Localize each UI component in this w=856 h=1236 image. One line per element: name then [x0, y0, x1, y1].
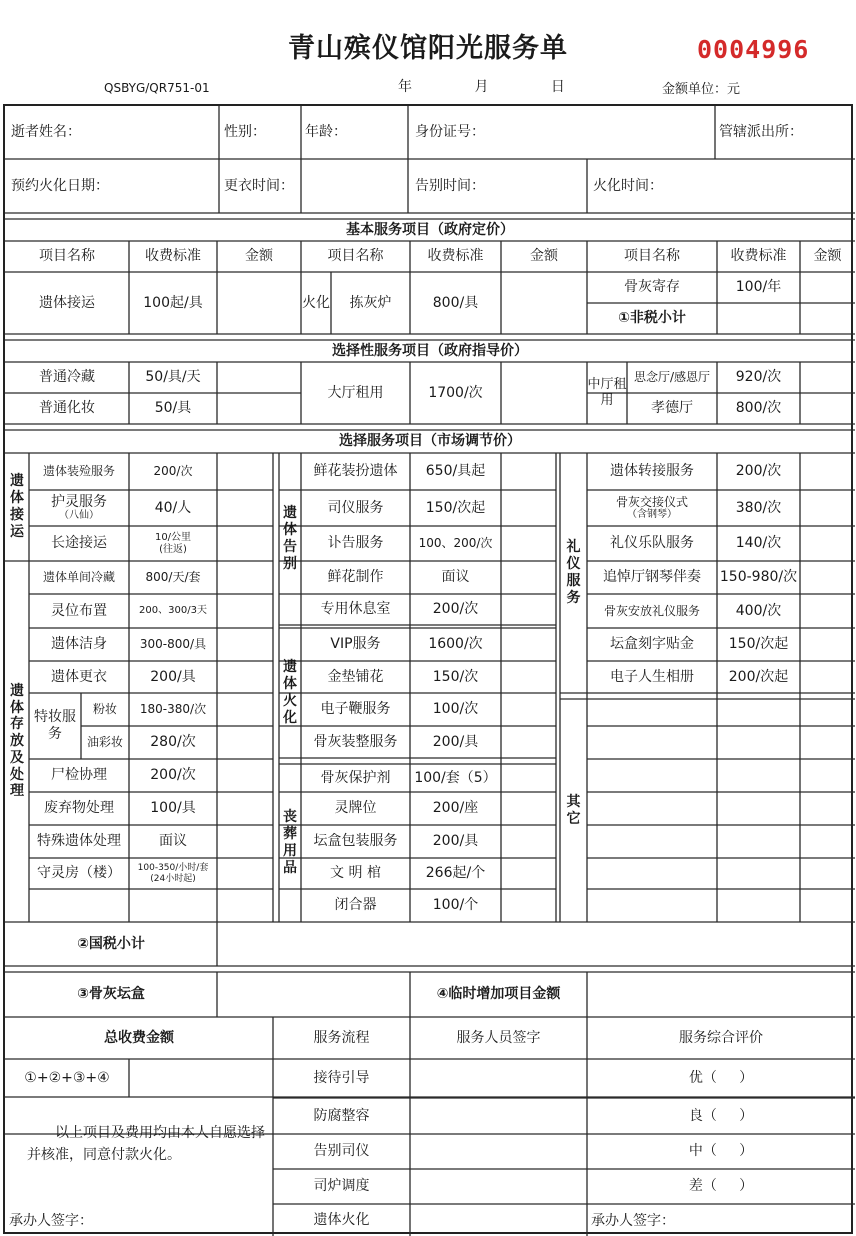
market-item-fee: 400/次: [735, 602, 782, 619]
service-form: [3, 104, 853, 1234]
market-item-name: VIP服务: [330, 636, 381, 653]
market-item-name: 闭合器: [334, 897, 377, 914]
market-item-name: 骨灰保护剂: [320, 769, 391, 786]
market-item-name: 鲜花制作: [327, 569, 384, 586]
col-fee-1: 收费标准: [145, 248, 201, 265]
market-item-fee: 150/次起: [728, 636, 789, 653]
col-item-2: 项目名称: [327, 248, 384, 265]
makeup-name: 粉妆: [92, 702, 117, 717]
col-item-3: 项目名称: [624, 248, 680, 265]
market-item-fee: 650/具起: [425, 463, 486, 480]
market-item-name: 遗体洁身: [51, 636, 107, 653]
market-item-name: 尸检协理: [51, 767, 107, 784]
market-item-fee: 300-800/具: [139, 637, 207, 652]
market-item-fee: 面议: [441, 569, 470, 586]
cremation-label: 火化: [302, 294, 330, 311]
market-item-name: 文 明 棺: [330, 865, 381, 882]
process-step: 接待引导: [313, 1070, 370, 1087]
market-item-fee: 200/次: [153, 464, 193, 479]
rating-fair[interactable]: 中（ ）: [688, 1143, 754, 1160]
market-item-name: [587, 490, 717, 526]
rating-good[interactable]: 良（ ）: [688, 1107, 754, 1124]
transport-fee: 100起/具: [143, 294, 203, 311]
market-item-fee: 150/次起: [425, 499, 486, 516]
total-formula: ①+②+③+④: [24, 1069, 110, 1086]
makeup-fee: 280/次: [150, 734, 196, 751]
market-item-fee: 200/具: [432, 733, 479, 750]
market-item-fee: 200/次起: [728, 668, 789, 685]
market-item-fee: 200/具: [432, 833, 479, 850]
market-item-fee: 40/人: [154, 499, 192, 516]
item-name-main: 骨灰交接仪式: [615, 494, 688, 509]
market-item-fee: 100/具: [150, 800, 196, 817]
group-transport: 遗体接运: [10, 473, 24, 540]
item-fee-main: 100-350/小时/套: [137, 862, 209, 873]
rating-poor[interactable]: 差（ ）: [688, 1178, 754, 1195]
market-item-fee: 100/次: [432, 701, 479, 718]
market-item-name: 特殊遗体处理: [37, 833, 121, 850]
item-fee-sub: (24小时起): [150, 873, 196, 884]
market-item-name: 司仪服务: [327, 499, 384, 516]
market-item-fee: 200/次: [735, 463, 782, 480]
form-code: QSBYG/QR751-01: [104, 81, 210, 95]
market-item-name: 灵位布置: [51, 602, 107, 619]
group-cremation: 遗体火化: [283, 659, 297, 726]
police-station-label: 管辖派出所：: [719, 124, 803, 141]
market-item-fee: 200/次: [432, 601, 479, 618]
gender-label: 性别：: [224, 124, 266, 141]
col-amount-1: 金额: [245, 248, 273, 265]
basic-section-title: 基本服务项目（政府定价）: [346, 221, 514, 238]
id-number-label: 身份证号：: [415, 124, 485, 141]
market-item-fee: 100/个: [432, 897, 479, 914]
market-item-fee: 100、200/次: [418, 536, 493, 551]
market-item-name: 鲜花装扮遗体: [313, 463, 398, 480]
group-supplies: 丧葬用品: [283, 809, 297, 876]
year-label: 年: [398, 79, 412, 95]
item-fee-main: 10/公里: [154, 531, 192, 543]
market-item-name: 坛盒刻字贴金: [610, 636, 694, 653]
process-step: 防腐整容: [313, 1107, 370, 1124]
hall-a-name: 思念厅/感恩厅: [633, 370, 711, 385]
market-section-title: 选择服务项目（市场调节价）: [339, 433, 521, 450]
handler-sign-label: 承办人签字：: [591, 1212, 675, 1229]
market-item-name: 废弃物处理: [44, 800, 114, 817]
market-item-fee: 200/次: [150, 767, 196, 784]
col-fee-2: 收费标准: [427, 248, 484, 265]
transport-name: 遗体接运: [39, 294, 95, 311]
optional-section-title: 选择性服务项目（政府指导价）: [332, 342, 528, 359]
cremation-time-label: 火化时间：: [593, 177, 663, 194]
ash-urn-label: ③骨灰坛盒: [77, 986, 145, 1003]
market-item-name: 长途接运: [51, 535, 107, 552]
mid-hall-label: 中厅租用: [587, 377, 627, 408]
col-item-1: 项目名称: [39, 248, 95, 265]
market-item-name: 灵牌位: [334, 800, 377, 817]
group-storage: 遗体存放及处理: [10, 682, 24, 800]
makeup-fee: 50/具: [154, 400, 192, 417]
market-item-fee: 100/套（5）: [414, 769, 497, 786]
rating-header: 服务综合评价: [679, 1029, 763, 1046]
market-item-fee: [129, 858, 217, 889]
market-item-name: 坛盒包装服务: [313, 833, 398, 850]
market-item-name: 电子鞭服务: [320, 701, 391, 718]
market-item-name: 专用休息室: [320, 601, 391, 618]
market-item-fee: 266起/个: [425, 865, 486, 882]
farewell-time-label: 告别时间：: [415, 177, 485, 194]
cold-storage-fee: 50/具/天: [145, 369, 201, 386]
rating-excellent[interactable]: 优（ ）: [688, 1070, 754, 1087]
hall-b-name: 孝德厅: [651, 400, 693, 417]
declaration-text: 以上项目及费用均由本人自愿选择并核准，同意付款火化。: [27, 1125, 265, 1163]
cold-storage-name: 普通冷藏: [39, 369, 95, 386]
makeup-name: 油彩妆: [86, 735, 123, 750]
item-fee-sub: (往返): [159, 543, 187, 555]
staff-sign-header: 服务人员签字: [456, 1029, 541, 1046]
furnace-fee: 800/具: [432, 294, 479, 311]
market-item-name: [29, 490, 129, 526]
hall-rent-name: 大厅租用: [327, 384, 384, 401]
process-step: 告别司仪: [313, 1143, 370, 1160]
cremation-date-label: 预约火化日期：: [11, 177, 109, 194]
market-item-fee: 200/具: [150, 668, 196, 685]
ash-storage-name: 骨灰寄存: [624, 279, 680, 296]
amount-unit: 金额单位：元: [662, 82, 741, 97]
market-item-name: 礼仪乐队服务: [610, 535, 694, 552]
furnace-name: 拣灰炉: [349, 294, 392, 311]
day-label: 日: [550, 79, 565, 95]
market-item-fee: 面议: [159, 833, 187, 850]
age-label: 年龄：: [305, 124, 347, 141]
market-item-name: 遗体更衣: [51, 668, 107, 685]
hall-b-fee: 800/次: [735, 400, 782, 417]
market-item-fee: 200/座: [432, 800, 479, 817]
date-line: [398, 76, 623, 96]
serial-number: 0004996: [697, 35, 810, 64]
hall-rent-fee: 1700/次: [428, 384, 483, 401]
signer-label: 承办人签字：: [9, 1212, 93, 1229]
market-item-name: 骨灰安放礼仪服务: [603, 603, 700, 618]
market-item-fee: [129, 526, 217, 561]
market-item-name: 金垫铺花: [327, 668, 384, 685]
market-item-name: 遗体单间冷藏: [42, 570, 115, 585]
market-item-fee: 150-980/次: [719, 569, 798, 586]
item-name-sub: （含钢琴）: [627, 509, 677, 521]
dress-time-label: 更衣时间：: [224, 177, 294, 194]
market-item-name: 电子人生相册: [610, 668, 694, 685]
item-name-sub: （八仙）: [59, 510, 99, 522]
process-step: 司炉调度: [313, 1178, 370, 1195]
deceased-name-label: 逝者姓名：: [11, 124, 81, 141]
makeup-name: 普通化妆: [39, 400, 95, 417]
form-title: 青山殡仪馆阳光服务单: [288, 33, 568, 64]
ash-storage-fee: 100/年: [735, 279, 782, 296]
market-item-name: 追悼厅钢琴伴奏: [603, 569, 701, 586]
market-item-fee: 140/次: [735, 535, 782, 552]
col-fee-3: 收费标准: [730, 248, 787, 265]
market-item-name: 遗体装殓服务: [42, 464, 115, 479]
market-item-fee: 1600/次: [428, 636, 483, 653]
market-item-name: 骨灰装整服务: [313, 733, 398, 750]
col-amount-2: 金额: [530, 248, 558, 265]
col-amount-3: 金额: [813, 248, 842, 265]
month-label: 月: [474, 79, 489, 95]
market-item-name: 遗体转接服务: [610, 463, 694, 480]
national-tax-subtotal-label: ②国税小计: [77, 935, 145, 952]
group-other: 其它: [566, 793, 581, 827]
market-item-name: 讣告服务: [327, 535, 384, 552]
market-item-name: 守灵房（楼）: [37, 865, 121, 882]
market-item-fee: 380/次: [735, 499, 782, 516]
group-etiquette: 礼仪服务: [566, 539, 581, 606]
item-name-main: 护灵服务: [51, 493, 107, 510]
process-step: 遗体火化: [313, 1211, 370, 1228]
makeup-fee: 180-380/次: [139, 702, 207, 717]
non-tax-subtotal-label: ①非税小计: [618, 310, 686, 327]
process-flow-header: 服务流程: [313, 1029, 370, 1046]
hall-a-fee: 920/次: [735, 369, 782, 386]
group-farewell: 遗体告别: [283, 505, 297, 572]
market-item-fee: 800/天/套: [145, 570, 201, 585]
total-amount-label: 总收费金额: [104, 1029, 174, 1046]
market-item-fee: 200、300/3天: [139, 605, 207, 616]
market-item-fee: 150/次: [432, 668, 479, 685]
special-makeup-label: 特妆服务: [34, 709, 76, 742]
temp-items-label: ④临时增加项目金额: [436, 986, 561, 1003]
